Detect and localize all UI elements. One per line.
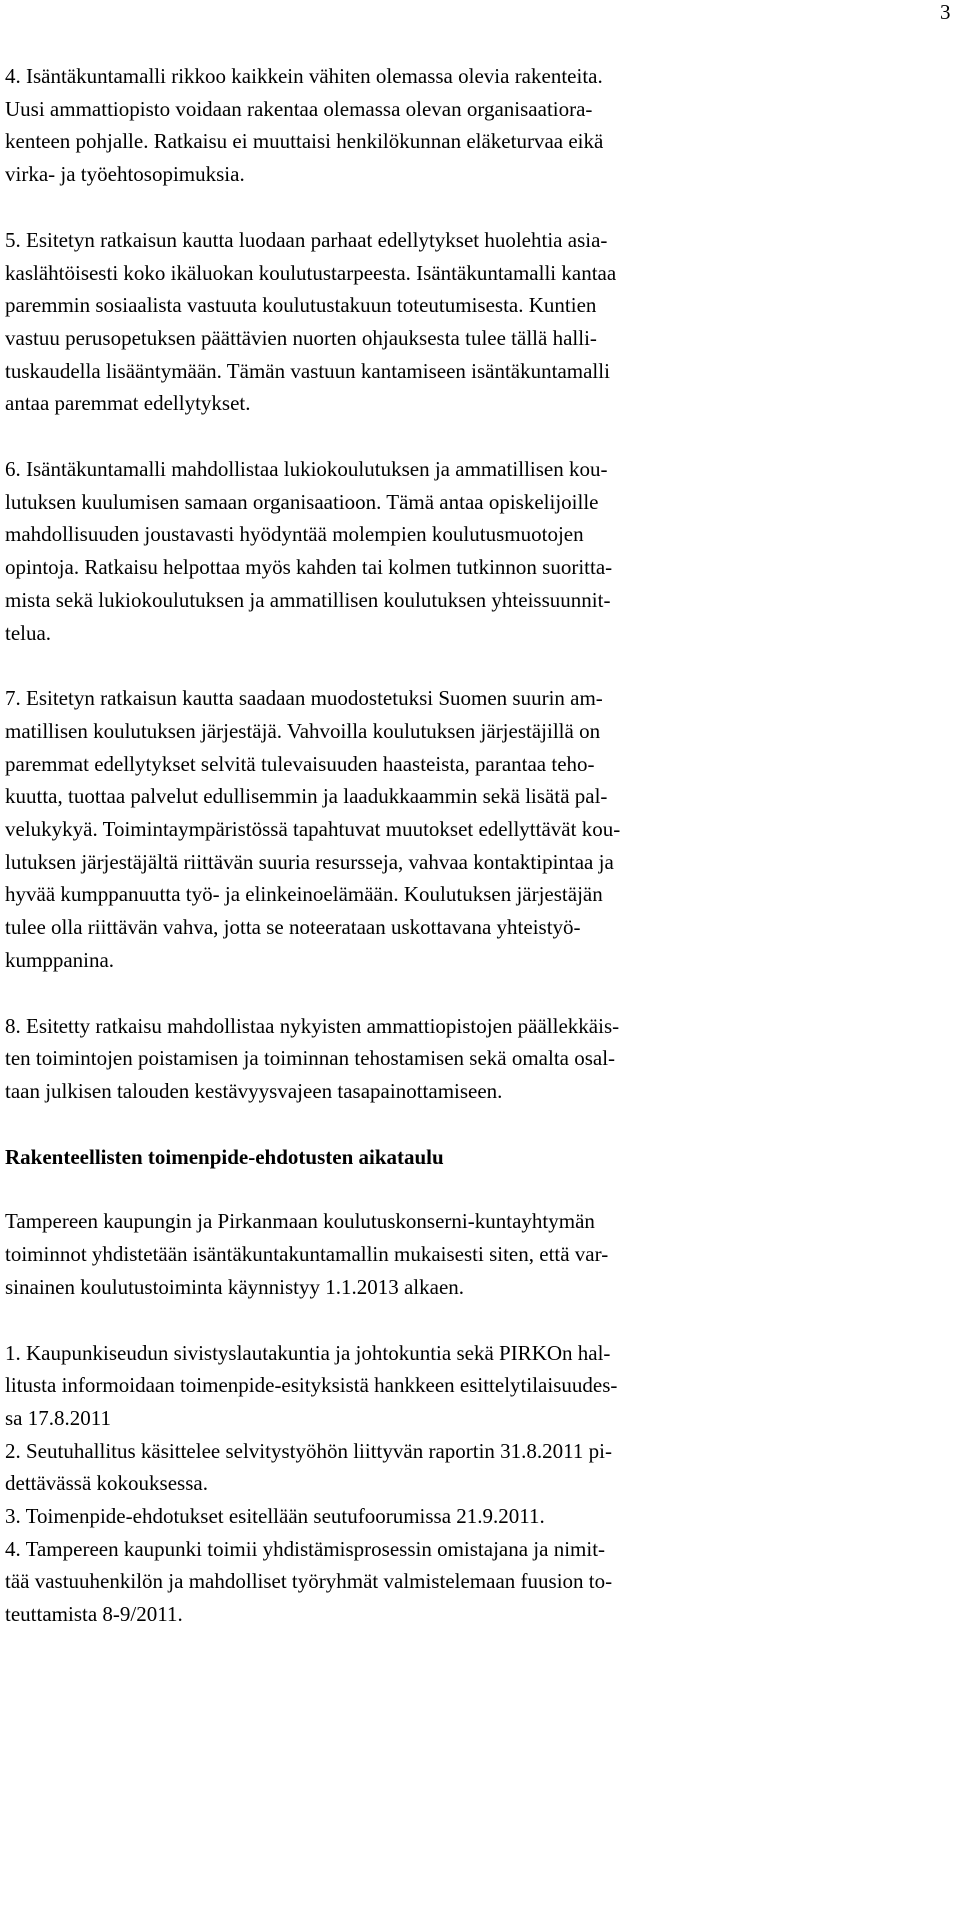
text-line: Tampereen kaupungin ja Pirkanmaan koulutuskonserni-kuntayhtymän xyxy=(5,1209,595,1234)
document-body xyxy=(5,60,745,1631)
schedule-intro xyxy=(5,1205,745,1303)
text-line: tulee olla riittävän vahva, jotta se noteerataan uskottavana yhteistyö- xyxy=(5,915,581,940)
schedule-item-4 xyxy=(5,1533,745,1631)
text-line: telua. xyxy=(5,620,52,645)
text-line: kenteen pohjalle. Ratkaisu ei muuttaisi henkilökunnan eläketurvaa eikä xyxy=(5,129,604,154)
text-line: 6. Isäntäkuntamalli mahdollistaa lukiokoulutuksen ja ammatillisen kou- xyxy=(5,457,608,482)
text-line: matillisen koulutuksen järjestäjä. Vahvoilla koulutuksen järjestäjillä on xyxy=(5,718,601,743)
text-line: taan julkisen talouden kestävyysvajeen tasapainottamiseen. xyxy=(5,1078,503,1103)
text-line: vastuu perusopetuksen päättävien nuorten ohjauksesta tulee tällä halli- xyxy=(5,325,597,350)
text-line: kuutta, tuottaa palvelut edullisemmin ja laadukkaammin sekä lisätä pal- xyxy=(5,784,608,809)
text-line: 3. Toimenpide-ehdotukset esitellään seutufoorumissa 21.9.2011. xyxy=(5,1504,545,1529)
section-heading: Rakenteellisten toimenpide-ehdotusten aikataulu xyxy=(5,1144,444,1169)
text-line: tää vastuuhenkilön ja mahdolliset työryhmät valmistelemaan fuusion to- xyxy=(5,1569,613,1594)
text-line: dettävässä kokouksessa. xyxy=(5,1471,208,1496)
numbered-point-7 xyxy=(5,682,745,976)
text-line: tuskaudella lisääntymään. Tämän vastuun kantamiseen isäntäkuntamalli xyxy=(5,358,610,383)
numbered-point-6 xyxy=(5,453,745,649)
text-line: antaa paremmat edellytykset. xyxy=(5,391,251,416)
text-line: 5. Esitetyn ratkaisun kautta luodaan parhaat edellytykset huolehtia asia- xyxy=(5,227,608,252)
numbered-point-8 xyxy=(5,1010,745,1108)
text-line: hyvää kumppanuutta työ- ja elinkeinoelämään. Koulutuksen järjestäjän xyxy=(5,882,603,907)
text-line: toiminnot yhdistetään isäntäkuntakuntamallin mukaisesti siten, että var- xyxy=(5,1242,609,1267)
text-line: mahdollisuuden joustavasti hyödyntää molempien koulutusmuotojen xyxy=(5,522,584,547)
schedule-item-1 xyxy=(5,1337,745,1435)
text-line: lutuksen järjestäjältä riittävän suuria resursseja, vahvaa kontaktipintaa ja xyxy=(5,849,614,874)
text-line: 8. Esitetty ratkaisu mahdollistaa nykyisten ammattiopistojen päällekkäis- xyxy=(5,1013,620,1038)
text-line: kaslähtöisesti koko ikäluokan koulutustarpeesta. Isäntäkuntamalli kantaa xyxy=(5,260,617,285)
schedule-item-2 xyxy=(5,1435,745,1500)
text-line: 2. Seutuhallitus käsittelee selvitystyöhön liittyvän raportin 31.8.2011 pi- xyxy=(5,1438,612,1463)
text-line: paremmat edellytykset selvitä tulevaisuuden haasteista, parantaa teho- xyxy=(5,751,595,776)
text-line: 4. Tampereen kaupunki toimii yhdistämisprosessin omistajana ja nimit- xyxy=(5,1536,606,1561)
text-line: 4. Isäntäkuntamalli rikkoo kaikkein vähiten olemassa olevia rakenteita. xyxy=(5,64,603,88)
text-line: lutuksen kuulumisen samaan organisaatioon. Tämä antaa opiskelijoille xyxy=(5,489,599,514)
text-line: ten toimintojen poistamisen ja toiminnan tehostamisen sekä omalta osal- xyxy=(5,1046,616,1071)
text-line: opintoja. Ratkaisu helpottaa myös kahden tai kolmen tutkinnon suoritta- xyxy=(5,555,613,580)
text-line: teuttamista 8-9/2011. xyxy=(5,1602,183,1627)
numbered-point-4 xyxy=(5,60,745,191)
page-number: 3 xyxy=(940,0,951,24)
text-line: virka- ja työehtosopimuksia. xyxy=(5,162,245,187)
text-line: sinainen koulutustoiminta käynnistyy 1.1.2013 alkaen. xyxy=(5,1274,465,1299)
text-line: velukykyä. Toimintaympäristössä tapahtuvat muutokset edellyttävät kou- xyxy=(5,817,621,842)
text-line: paremmin sosiaalista vastuuta koulutustakuun toteutumisesta. Kuntien xyxy=(5,293,597,318)
text-line: 7. Esitetyn ratkaisun kautta saadaan muodostetuksi Suomen suurin am- xyxy=(5,686,603,711)
text-line: litusta informoidaan toimenpide-esityksistä hankkeen esittelytilaisuudes- xyxy=(5,1373,618,1398)
text-line: sa 17.8.2011 xyxy=(5,1405,111,1430)
text-line: mista sekä lukiokoulutuksen ja ammatillisen koulutuksen yhteissuunnit- xyxy=(5,587,611,612)
text-line: Uusi ammattiopisto voidaan rakentaa olemassa olevan organisaatiora- xyxy=(5,96,593,121)
numbered-point-5 xyxy=(5,224,745,420)
text-line: kumppanina. xyxy=(5,947,115,972)
text-line: 1. Kaupunkiseudun sivistyslautakuntia ja johtokuntia sekä PIRKOn hal- xyxy=(5,1340,611,1365)
schedule-item-3 xyxy=(5,1500,745,1533)
